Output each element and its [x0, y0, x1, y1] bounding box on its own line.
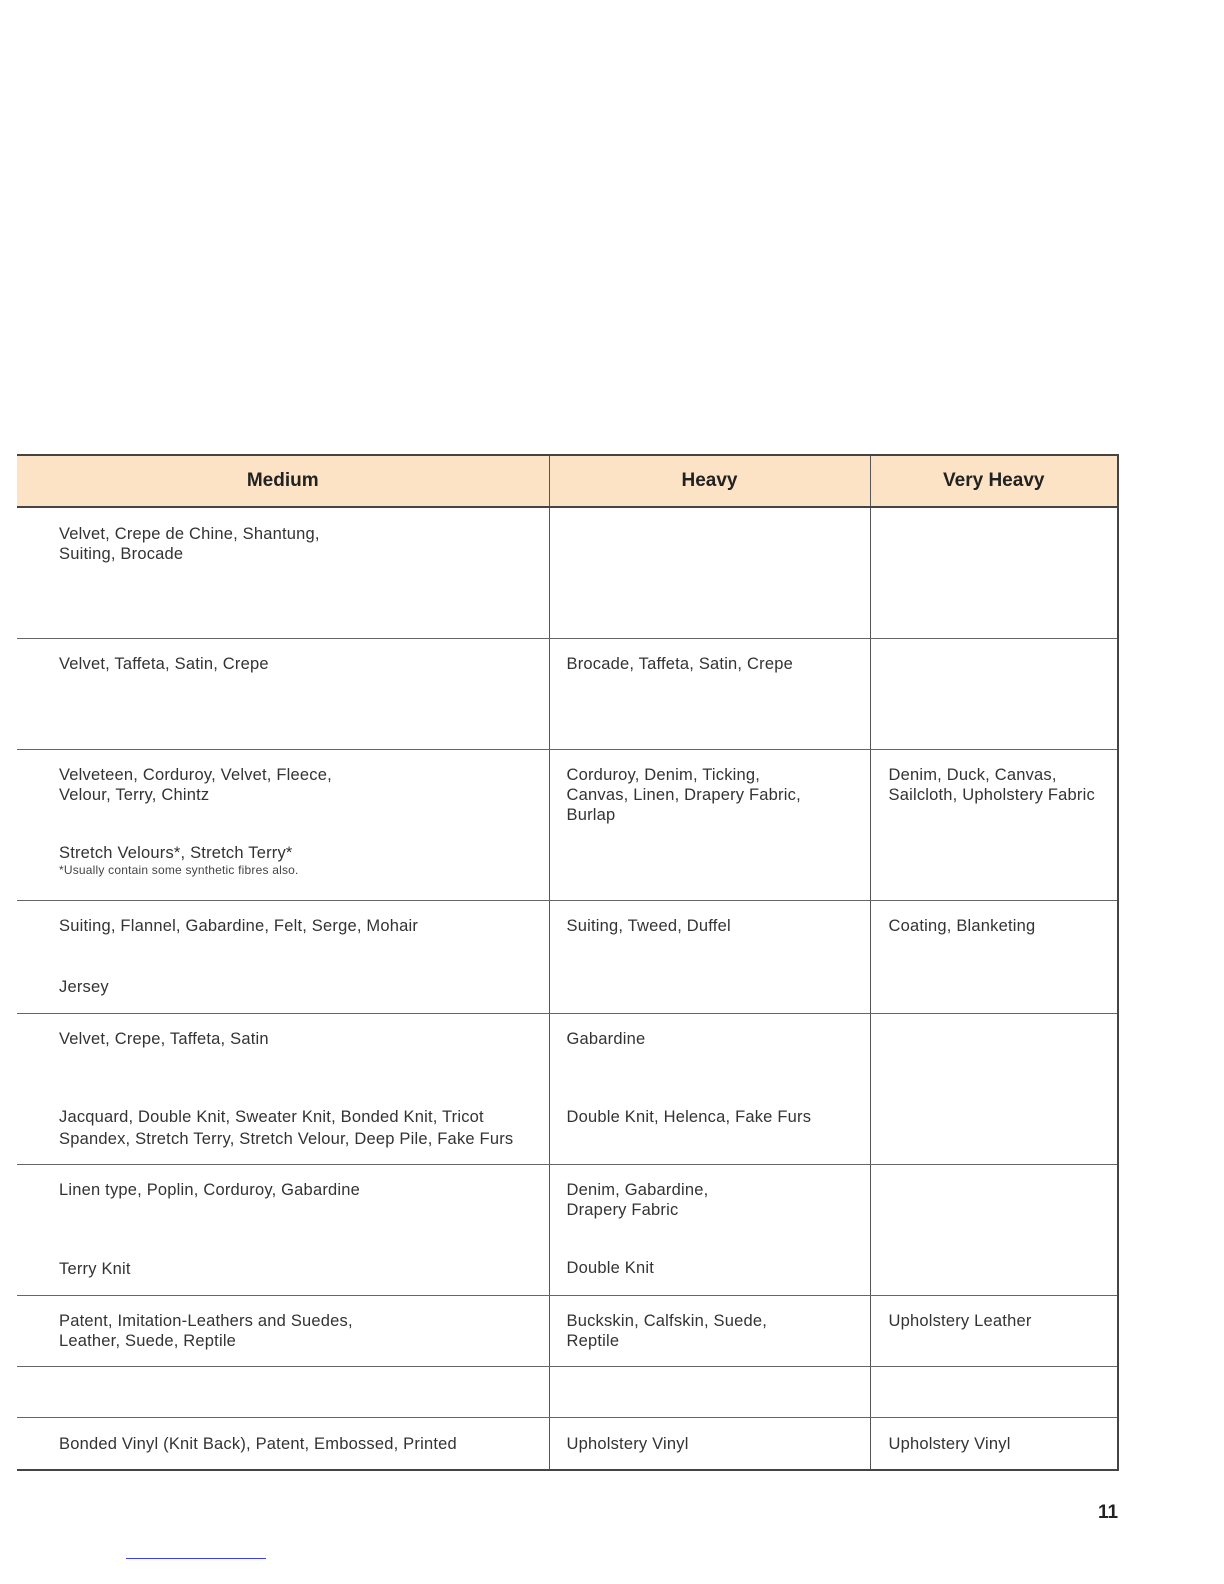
cell-text: Gabardine: [566, 1029, 646, 1048]
header-heavy: Heavy: [549, 455, 870, 507]
cell-text: Canvas, Linen, Drapery Fabric,: [566, 785, 801, 804]
cell-text: Denim, Gabardine,: [566, 1180, 709, 1199]
cell-text: Denim, Duck, Canvas,: [888, 765, 1057, 784]
footnote: *Usually contain some synthetic fibres also.: [59, 862, 299, 877]
cell-heavy: [549, 900, 870, 1013]
cell-text: Velveteen, Corduroy, Velvet, Fleece,: [59, 765, 332, 784]
header-medium: Medium: [17, 455, 549, 507]
cell-text: Patent, Imitation-Leathers and Suedes,: [59, 1311, 353, 1330]
cell-medium: [17, 749, 549, 900]
cell-text: Upholstery Vinyl: [888, 1434, 1011, 1453]
cell-heavy: [549, 507, 870, 638]
cell-very-heavy: [870, 900, 1118, 1013]
cell-medium: [17, 1417, 549, 1470]
header-very-heavy: Very Heavy: [870, 455, 1118, 507]
cell-medium: [17, 638, 549, 749]
table-row: [17, 1366, 1118, 1417]
cell-heavy: [549, 1417, 870, 1470]
cell-text: Jersey: [59, 977, 109, 996]
cell-heavy: [549, 1295, 870, 1366]
cell-text: Velvet, Crepe de Chine, Shantung,: [59, 525, 320, 543]
cell-text: Velvet, Crepe, Taffeta, Satin: [59, 1029, 269, 1048]
table-row: [17, 1164, 1118, 1295]
cell-text: Brocade, Taffeta, Satin, Crepe: [566, 654, 793, 673]
cell-very-heavy: [870, 1417, 1118, 1470]
cell-very-heavy: [870, 1295, 1118, 1366]
table-row: [17, 1013, 1118, 1164]
cell-very-heavy: [870, 1164, 1118, 1295]
cell-text: Linen type, Poplin, Corduroy, Gabardine: [59, 1180, 361, 1199]
table-header-row: [17, 455, 1118, 507]
cell-very-heavy: [870, 1366, 1118, 1417]
footer-rule: [126, 1558, 266, 1559]
cell-heavy: [549, 1164, 870, 1295]
cell-text: Jacquard, Double Knit, Sweater Knit, Bonded Knit, Tricot: [59, 1107, 484, 1126]
cell-text: Leather, Suede, Reptile: [59, 1331, 237, 1350]
cell-text: Sailcloth, Upholstery Fabric: [888, 785, 1095, 804]
cell-text: Drapery Fabric: [566, 1200, 679, 1219]
cell-text: Upholstery Vinyl: [566, 1434, 689, 1453]
cell-medium: [17, 1366, 549, 1417]
cell-medium: [17, 1164, 549, 1295]
cell-text: Corduroy, Denim, Ticking,: [566, 765, 761, 784]
cell-text: Suiting, Flannel, Gabardine, Felt, Serge, Mohair: [59, 916, 419, 935]
table-row: [17, 749, 1118, 900]
cell-text: Velvet, Taffeta, Satin, Crepe: [59, 654, 269, 673]
cell-text: Double Knit: [566, 1258, 655, 1277]
cell-text: Suiting, Brocade: [59, 545, 184, 563]
cell-text: Upholstery Leather: [888, 1311, 1032, 1330]
cell-medium: [17, 900, 549, 1013]
cell-heavy: [549, 1366, 870, 1417]
cell-text: Bonded Vinyl (Knit Back), Patent, Embossed, Printed: [59, 1434, 457, 1453]
cell-text: Coating, Blanketing: [888, 916, 1036, 935]
cell-text: Reptile: [566, 1331, 620, 1350]
cell-medium: [17, 507, 549, 638]
cell-text: Buckskin, Calfskin, Suede,: [566, 1311, 768, 1330]
cell-text: Velour, Terry, Chintz: [59, 785, 210, 804]
cell-heavy: [549, 638, 870, 749]
table-row: [17, 507, 1118, 638]
cell-very-heavy: [870, 1013, 1118, 1164]
cell-medium: [17, 1295, 549, 1366]
cell-text: Terry Knit: [59, 1259, 131, 1278]
cell-heavy: [549, 749, 870, 900]
table-row: [17, 1417, 1118, 1470]
cell-text: Suiting, Tweed, Duffel: [566, 916, 731, 935]
page-number: 11: [1098, 1502, 1119, 1523]
cell-medium: [17, 1013, 549, 1164]
table-row: [17, 638, 1118, 749]
table-row: [17, 1295, 1118, 1366]
cell-text: Double Knit, Helenca, Fake Furs: [566, 1107, 812, 1126]
fabric-weight-table: [17, 454, 1119, 1471]
cell-text: Stretch Velours*, Stretch Terry*: [59, 843, 293, 862]
cell-very-heavy: [870, 749, 1118, 900]
cell-heavy: [549, 1013, 870, 1164]
cell-text: Spandex, Stretch Terry, Stretch Velour, Deep Pile, Fake Furs: [59, 1129, 514, 1148]
cell-very-heavy: [870, 638, 1118, 749]
cell-text: Burlap: [566, 805, 616, 824]
table-row: [17, 900, 1118, 1013]
cell-very-heavy: [870, 507, 1118, 638]
